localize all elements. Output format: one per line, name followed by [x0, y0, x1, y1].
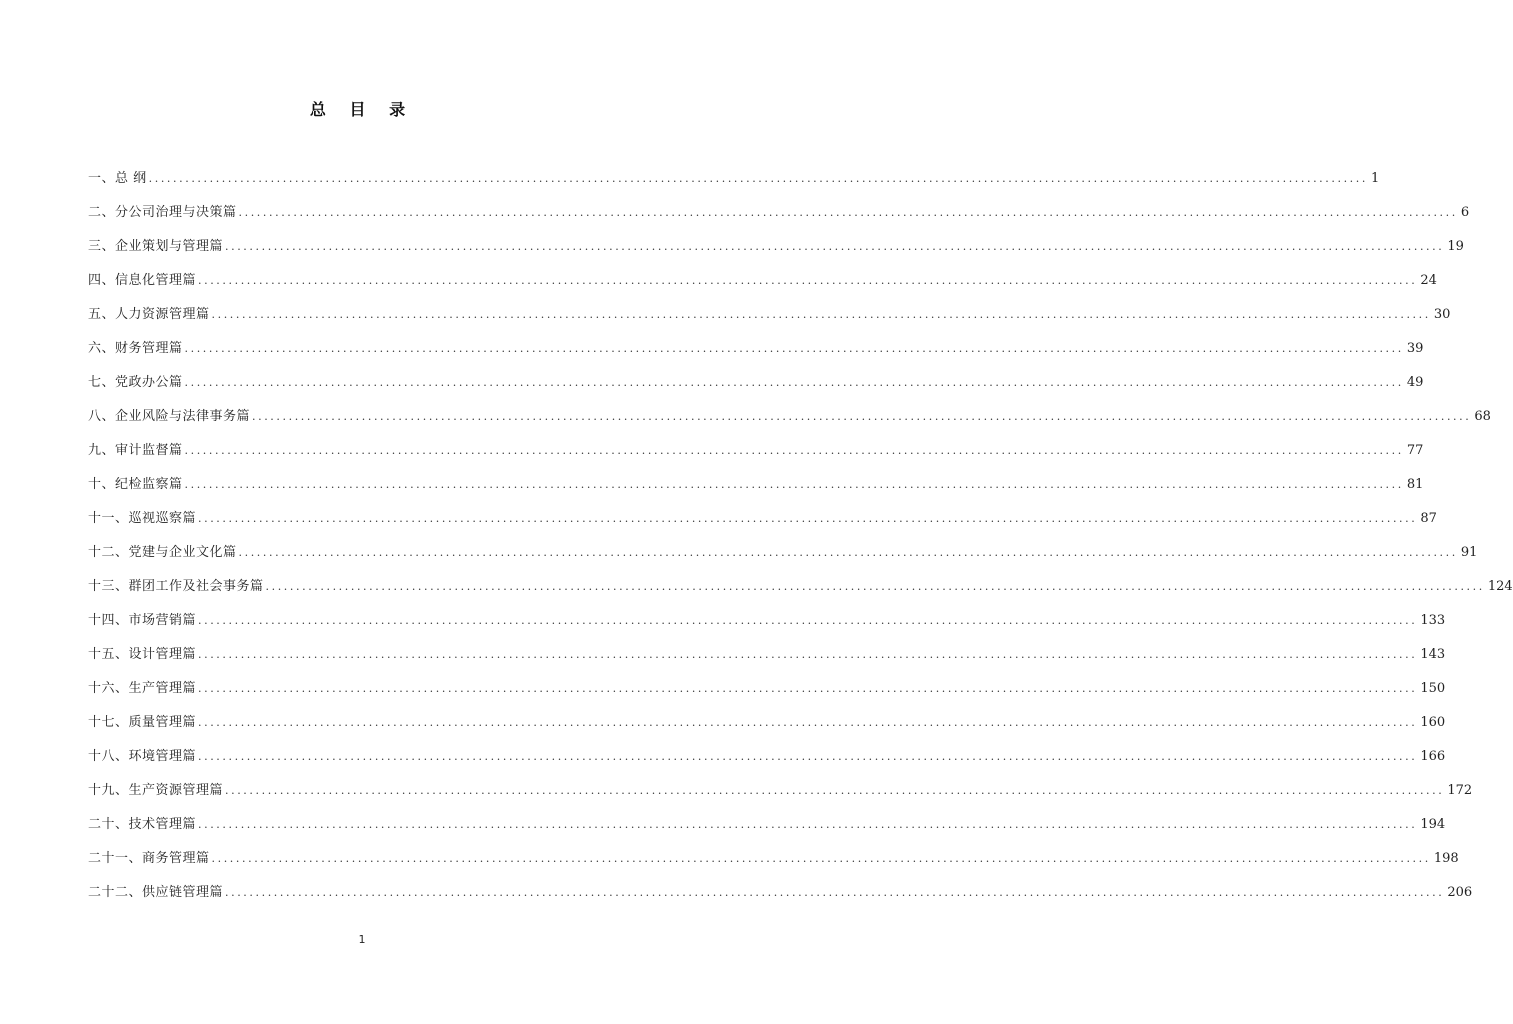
toc-leader-dots: ........................................................................................................................................................................................................ [184, 478, 1404, 491]
toc-entry[interactable] [88, 434, 1424, 468]
toc-leader-dots: ........................................................................................................................................................................................................ [252, 410, 1472, 423]
toc-entry-page: 124 [1487, 579, 1513, 594]
toc-leader-dots: ........................................................................................................................................................................................................ [225, 784, 1445, 797]
toc-entry-label: 二十一、商务管理篇 [88, 851, 210, 866]
toc-leader-dots: ........................................................................................................................................................................................................ [184, 342, 1404, 355]
toc-entry-page: 24 [1420, 273, 1437, 288]
toc-leader-dots: ........................................................................................................................................................................................................ [211, 308, 1431, 321]
toc-entry[interactable] [88, 774, 1473, 808]
toc-leader-dots: ........................................................................................................................................................................................................ [211, 852, 1431, 865]
toc-entry[interactable] [88, 196, 1470, 230]
toc-entry-page: 49 [1406, 375, 1424, 390]
toc-entry-label: 十三、群团工作及社会事务篇 [88, 579, 264, 594]
toc-entry-page: 133 [1420, 613, 1446, 628]
toc-leader-dots: ........................................................................................................................................................................................................ [148, 172, 1368, 185]
toc-leader-dots: ........................................................................................................................................................................................................ [225, 240, 1445, 253]
toc-entry[interactable] [88, 638, 1446, 672]
toc-entry[interactable] [88, 808, 1446, 842]
toc-entry-label: 二十、技术管理篇 [88, 817, 197, 832]
toc-leader-dots: ........................................................................................................................................................................................................ [198, 750, 1418, 763]
toc-entry-page: 19 [1447, 239, 1464, 254]
toc-entry-label: 十八、环境管理篇 [88, 749, 197, 764]
toc-entry[interactable] [88, 672, 1446, 706]
toc-entry[interactable] [88, 230, 1464, 264]
toc-entry-label: 一、总 纲 [88, 171, 147, 186]
toc-entry[interactable] [88, 536, 1478, 570]
toc-entry[interactable] [88, 570, 1513, 604]
toc-entry-label: 三、企业策划与管理篇 [88, 239, 224, 254]
toc-entry-page: 166 [1420, 749, 1446, 764]
toc-entry-label: 九、审计监督篇 [88, 443, 183, 458]
toc-leader-dots: ........................................................................................................................................................................................................ [198, 614, 1418, 627]
toc-entry[interactable] [88, 876, 1473, 910]
toc-entry-label: 八、企业风险与法律事务篇 [88, 409, 251, 424]
toc-leader-dots: ........................................................................................................................................................................................................ [184, 444, 1404, 457]
toc-entry[interactable] [88, 604, 1446, 638]
toc-leader-dots: ........................................................................................................................................................................................................ [225, 886, 1445, 899]
toc-entry-page: 1 [1370, 171, 1380, 186]
toc-leader-dots: ........................................................................................................................................................................................................ [198, 716, 1418, 729]
toc-entry-label: 十一、巡视巡察篇 [88, 511, 197, 526]
toc-entry[interactable] [88, 468, 1424, 502]
toc-entry-page: 194 [1420, 817, 1446, 832]
toc-entry-page: 198 [1433, 851, 1459, 866]
toc-entry-page: 206 [1447, 885, 1473, 900]
toc-entry-label: 十九、生产资源管理篇 [88, 783, 224, 798]
toc-entry-label: 十七、质量管理篇 [88, 715, 197, 730]
toc-leader-dots: ........................................................................................................................................................................................................ [184, 376, 1404, 389]
toc-entry-label: 十六、生产管理篇 [88, 681, 197, 696]
toc-entry[interactable] [88, 706, 1446, 740]
toc-entry-label: 二十二、供应链管理篇 [88, 885, 224, 900]
toc-entry[interactable] [88, 842, 1459, 876]
toc-entry-page: 6 [1460, 205, 1470, 220]
toc-entry-label: 十四、市场营销篇 [88, 613, 197, 628]
toc-entry-label: 七、党政办公篇 [88, 375, 183, 390]
toc-entry-page: 77 [1406, 443, 1424, 458]
toc-leader-dots: ........................................................................................................................................................................................................ [238, 546, 1458, 559]
toc-entry-page: 87 [1420, 511, 1437, 526]
toc-entry-page: 68 [1474, 409, 1491, 424]
toc-entry-page: 81 [1406, 477, 1424, 492]
table-of-contents [88, 162, 1513, 910]
page-title: 总 目 录 [309, 100, 415, 119]
toc-entry-label: 十、纪检监察篇 [88, 477, 183, 492]
toc-entry-page: 160 [1420, 715, 1446, 730]
toc-entry-page: 30 [1433, 307, 1451, 322]
toc-entry[interactable] [88, 740, 1446, 774]
toc-entry[interactable] [88, 502, 1437, 536]
toc-leader-dots: ........................................................................................................................................................................................................ [198, 512, 1418, 525]
toc-entry-page: 150 [1420, 681, 1446, 696]
toc-leader-dots: ........................................................................................................................................................................................................ [198, 274, 1418, 287]
page-number: 1 [358, 933, 366, 946]
toc-entry-page: 143 [1420, 647, 1446, 662]
toc-leader-dots: ........................................................................................................................................................................................................ [265, 580, 1485, 593]
toc-entry[interactable] [88, 162, 1380, 196]
toc-leader-dots: ........................................................................................................................................................................................................ [238, 206, 1458, 219]
toc-entry-page: 172 [1447, 783, 1473, 798]
toc-entry-label: 二、分公司治理与决策篇 [88, 205, 237, 220]
toc-entry-label: 十二、党建与企业文化篇 [88, 545, 237, 560]
toc-leader-dots: ........................................................................................................................................................................................................ [198, 648, 1418, 661]
toc-entry[interactable] [88, 332, 1424, 366]
toc-entry-label: 四、信息化管理篇 [88, 273, 197, 288]
toc-entry-label: 五、人力资源管理篇 [88, 307, 210, 322]
toc-entry[interactable] [88, 366, 1424, 400]
toc-leader-dots: ........................................................................................................................................................................................................ [198, 818, 1418, 831]
toc-entry[interactable] [88, 400, 1491, 434]
toc-entry-label: 十五、设计管理篇 [88, 647, 197, 662]
toc-entry-label: 六、财务管理篇 [88, 341, 183, 356]
toc-entry[interactable] [88, 264, 1437, 298]
toc-entry[interactable] [88, 298, 1451, 332]
toc-entry-page: 39 [1406, 341, 1424, 356]
toc-entry-page: 91 [1460, 545, 1478, 560]
toc-leader-dots: ........................................................................................................................................................................................................ [198, 682, 1418, 695]
